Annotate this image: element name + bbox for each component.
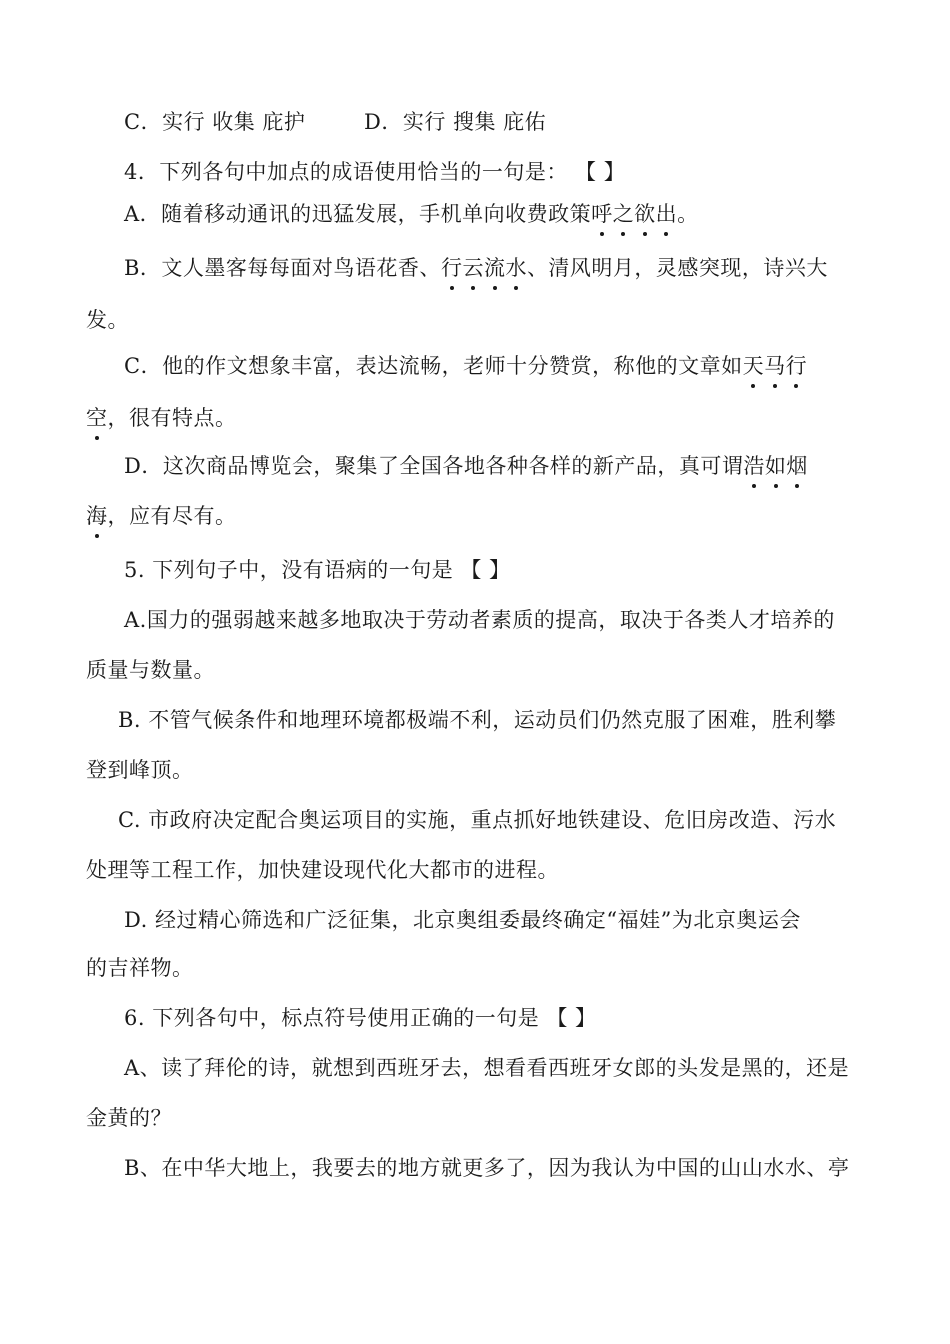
q4-option-d-cont	[86, 502, 237, 530]
q4-option-b	[124, 254, 828, 282]
dotted-char: 行	[440, 256, 463, 280]
q3-option-d: D．实行 搜集 庇佑	[364, 110, 547, 134]
q6-stem: 6. 下列各句中，标点符号使用正确的一句是 【 】	[124, 1006, 597, 1030]
q4-option-d	[124, 452, 808, 480]
q5-option-a-cont: 质量与数量。	[86, 658, 215, 682]
dotted-char: 流	[483, 256, 506, 280]
q4-option-a-text: A．随着移动通讯的迅猛发展，手机单向收费政策	[124, 202, 592, 226]
q5-stem: 5. 下列句子中，没有语病的一句是 【 】	[124, 558, 511, 582]
q4-option-a-end: 。	[677, 202, 699, 226]
q4-option-b-cont: 发。	[86, 308, 129, 332]
dotted-char: 之	[612, 202, 635, 226]
q4-option-c-text: C．他的作文想象丰富，表达流畅，老师十分赞赏，称他的文章如	[124, 354, 743, 378]
dotted-char: 水	[505, 256, 527, 280]
q5-option-c-cont: 处理等工程工作，加快建设现代化大都市的进程。	[86, 858, 559, 882]
q5-option-d: D. 经过精心筛选和广泛征集，北京奥组委最终确定“福娃”为北京奥运会	[124, 908, 801, 932]
q4-option-d-end: ，应有尽有。	[107, 504, 237, 528]
dotted-char: 马	[764, 354, 786, 378]
q4-stem: 4．下列各句中加点的成语使用恰当的一句是： 【 】	[124, 160, 626, 184]
dotted-char: 云	[462, 256, 484, 280]
q6-option-a: A、读了拜伦的诗，就想到西班牙去，想看看西班牙女郎的头发是黑的，还是	[124, 1056, 850, 1080]
q5-option-d-cont: 的吉祥物。	[86, 956, 194, 980]
q4-option-b-text: B．文人墨客每每面对鸟语花香、	[124, 256, 441, 280]
q5-option-c: C. 市政府决定配合奥运项目的实施，重点抓好地铁建设、危旧房改造、污水	[118, 808, 837, 832]
dotted-char: 空	[86, 406, 108, 430]
q5-option-a: A.国力的强弱越来越多地取决于劳动者素质的提高，取决于各类人才培养的	[124, 608, 835, 632]
q4-option-c-cont	[86, 404, 237, 432]
dotted-char: 天	[742, 354, 765, 378]
dotted-char: 出	[655, 202, 678, 226]
q4-option-c-end: ，很有特点。	[107, 406, 237, 430]
q4-option-a	[124, 200, 699, 228]
q5-option-b-cont: 登到峰顶。	[86, 758, 194, 782]
q4-option-b-rest: 、清风明月，灵感突现，诗兴大	[526, 256, 828, 280]
dotted-char: 烟	[786, 454, 808, 478]
dotted-char: 行	[785, 354, 808, 378]
q4-option-d-text: D．这次商品博览会，聚集了全国各地各种各样的新产品，真可谓	[124, 454, 744, 478]
dotted-char: 欲	[634, 202, 656, 226]
dotted-char: 海	[86, 504, 108, 528]
q6-option-b: B、在中华大地上，我要去的地方就更多了，因为我认为中国的山山水水、亭	[124, 1156, 850, 1180]
q4-option-c	[124, 352, 807, 380]
q6-option-a-cont: 金黄的？	[86, 1106, 172, 1130]
dotted-char: 呼	[591, 202, 613, 226]
dotted-char: 浩	[743, 454, 765, 478]
q5-option-b: B. 不管气候条件和地理环境都极端不利，运动员们仍然克服了困难，胜利攀	[118, 708, 837, 732]
q3-option-c: C．实行 收集 庇护	[124, 110, 306, 134]
dotted-char: 如	[764, 454, 787, 478]
